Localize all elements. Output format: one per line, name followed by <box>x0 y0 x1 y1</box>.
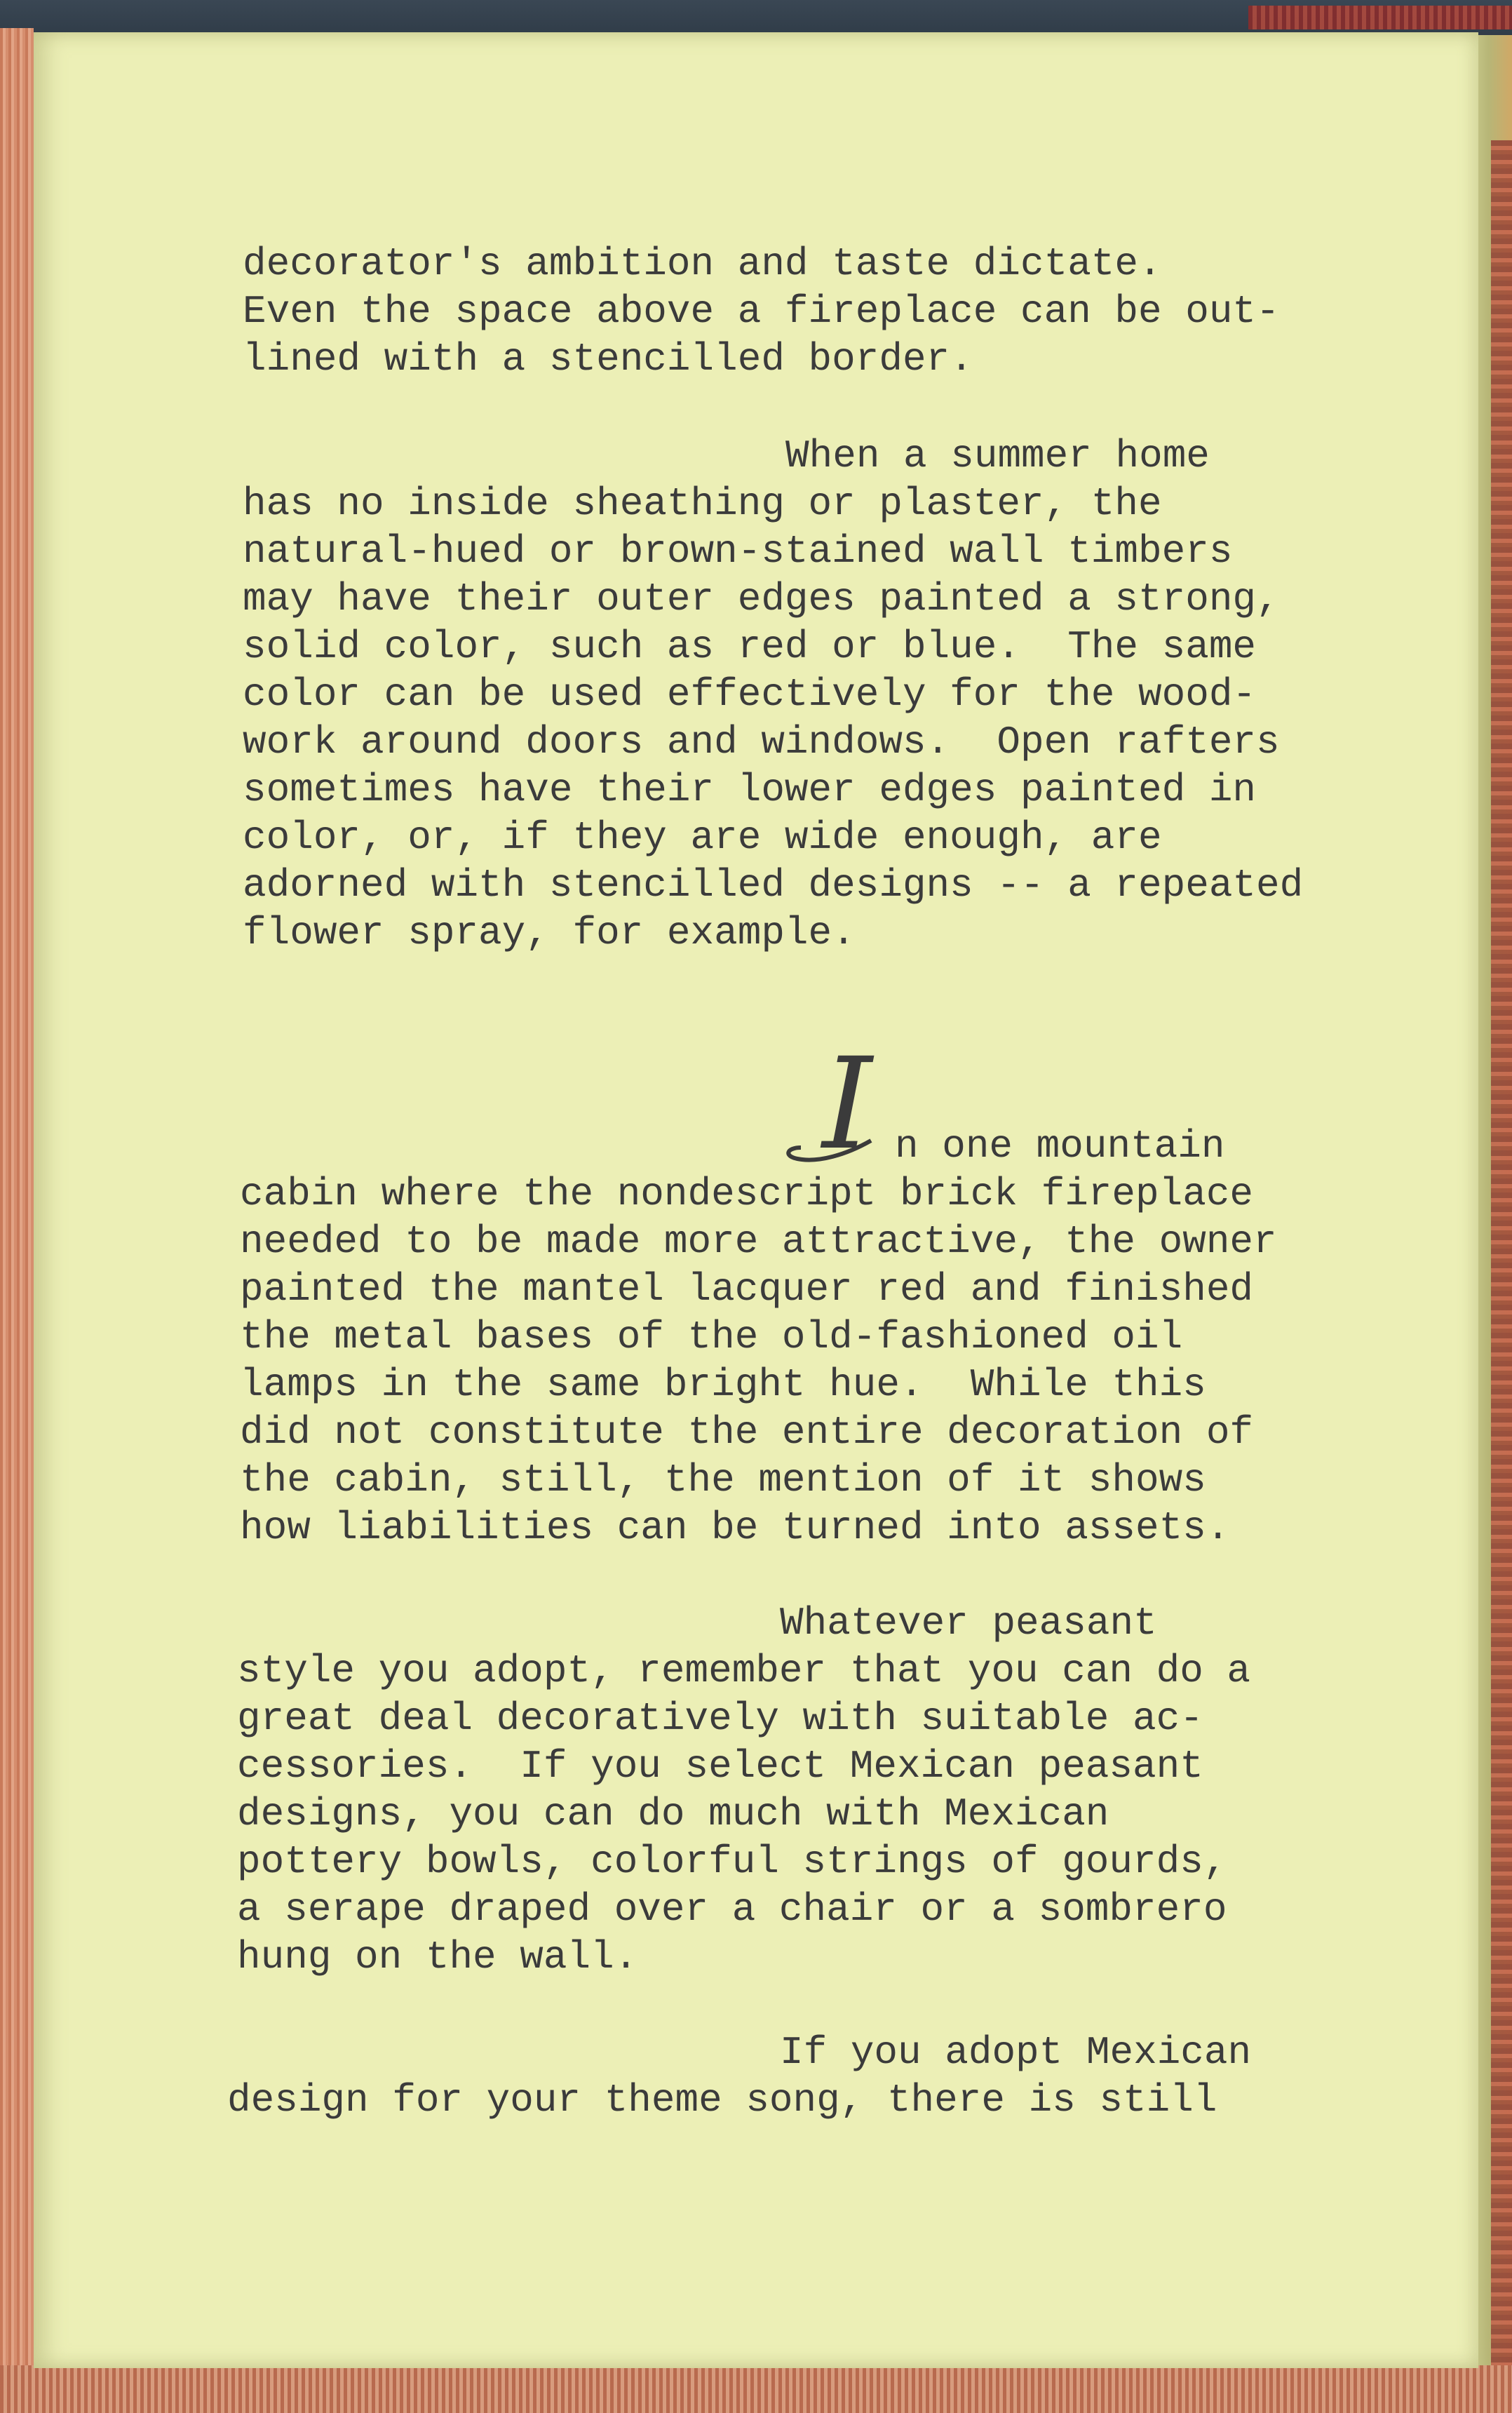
text-line: color, or, if they are wide enough, are <box>243 815 1162 860</box>
text-line: flower spray, for example. <box>243 910 856 955</box>
page-stack-bottom-edge <box>0 2365 1512 2413</box>
text-line: pottery bowls, colorful strings of gourds, <box>237 1839 1227 1884</box>
text-line: the cabin, still, the mention of it shows <box>240 1458 1206 1503</box>
text-line: natural-hued or brown-stained wall timbers <box>243 529 1233 574</box>
binding-cloth-right <box>1491 140 1512 2413</box>
text-line: painted the mantel lacquer red and finished <box>240 1267 1254 1312</box>
text-line: When a summer home <box>785 433 1210 478</box>
text-line: work around doors and windows. Open rafters <box>243 720 1280 765</box>
text-line: may have their outer edges painted a strong, <box>243 577 1280 621</box>
book-cover-stripe <box>1248 6 1512 29</box>
text-line: the metal bases of the old-fashioned oil <box>240 1315 1183 1359</box>
text-line: a serape draped over a chair or a sombrero <box>237 1887 1227 1932</box>
paper-page <box>34 32 1478 2368</box>
text-line: n one mountain <box>895 1124 1225 1169</box>
text-line: needed to be made more attractive, the owner <box>240 1219 1277 1264</box>
drop-cap-text: I <box>822 1042 872 1176</box>
text-line: Even the space above a fireplace can be out- <box>243 289 1280 334</box>
text-line: designs, you can do much with Mexican <box>237 1792 1109 1836</box>
page-stack-left-edge <box>0 28 34 2413</box>
text-line: lamps in the same bright hue. While this <box>240 1362 1206 1407</box>
text-line: Whatever peasant <box>780 1601 1157 1646</box>
typewritten-text <box>34 32 1478 2368</box>
text-line: design for your theme song, there is still <box>227 2078 1217 2123</box>
text-line: has no inside sheathing or plaster, the <box>243 481 1162 526</box>
text-line: color can be used effectively for the wood- <box>243 672 1257 717</box>
text-line: did not constitute the entire decoration of <box>240 1410 1254 1455</box>
text-line: solid color, such as red or blue. The same <box>243 624 1257 669</box>
text-line: cessories. If you select Mexican peasant <box>237 1744 1203 1789</box>
text-line: style you adopt, remember that you can do a <box>237 1648 1251 1693</box>
text-line: great deal decoratively with suitable ac- <box>237 1696 1203 1741</box>
text-line: sometimes have their lower edges painted in <box>243 767 1257 812</box>
text-line: decorator's ambition and taste dictate. <box>243 241 1162 286</box>
text-line: hung on the wall. <box>237 1935 638 1980</box>
text-line: lined with a stencilled border. <box>243 337 973 382</box>
text-line: adorned with stencilled designs -- a repeated <box>243 863 1304 908</box>
text-line: If you adopt Mexican <box>780 2030 1252 2075</box>
text-line: cabin where the nondescript brick fireplace <box>240 1171 1254 1216</box>
text-line: how liabilities can be turned into assets. <box>240 1505 1230 1550</box>
